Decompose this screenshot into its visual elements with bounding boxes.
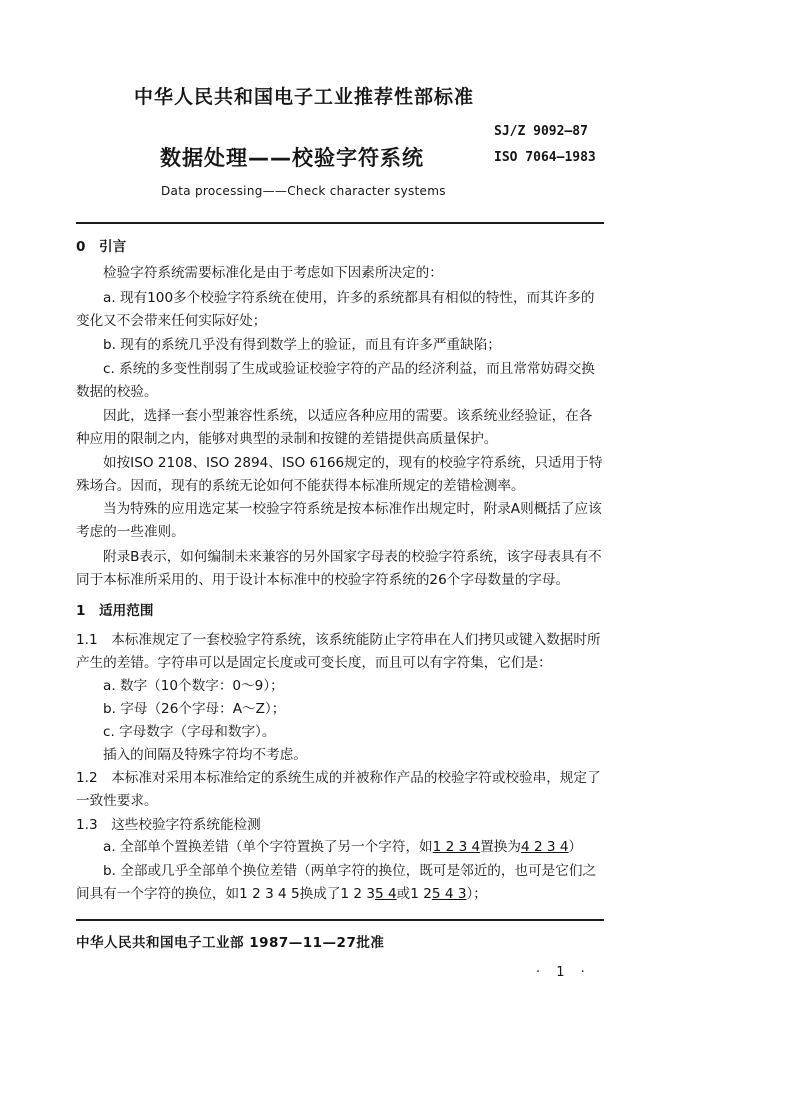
intro-paragraph-2: 因此，选择一套小型兼容性系统，以适应各种应用的需要。该系统业经验证，在各种应用的限制之内，能够对典型的录制和按键的差错提供高质量保护。 — [76, 408, 593, 447]
error-type-a-mid: 置换为 — [480, 839, 521, 855]
standard-number-iso: ISO 7064—1983 — [494, 150, 596, 165]
intro-item-c: c. 系统的多变性削弱了生成或验证校验字符的产品的经济利益，而且常常妨碍交换数据的校验。 — [76, 361, 595, 400]
charset-item-b: b. 字母（26个字母：A～Z）； — [103, 701, 286, 717]
error-type-b-end: ）； — [466, 885, 487, 902]
header-divider — [76, 222, 604, 224]
example-jump-swap: 5 4 3 — [431, 885, 467, 902]
charset-item-a: a. 数字（10个数字：0～9）； — [103, 678, 284, 694]
error-type-a-text: a. 全部单个置换差错（单个字符置换了另一个字符，如 — [103, 839, 433, 855]
intro-item-a: a. 现有100多个校验字符系统在使用，许多的系统都具有相似的特性，而其许多的变化又不会带来任何实际好处； — [76, 290, 595, 329]
example-substituted: 4 2 3 4 — [520, 839, 569, 855]
intro-paragraph-4: 当为特殊的应用选定某一校验字符系统是按本标准作出规定时，附录A则概括了应该考虑的一些准则。 — [76, 501, 602, 540]
issuing-org-title: 中华人民共和国电子工业推荐性部标准 — [134, 86, 475, 108]
approval-line: 中华人民共和国电子工业部 1987—11—27批准 — [76, 935, 385, 951]
clause-1-1: 1.1 本标准规定了一套校验字符系统，该系统能防止字符串在人们拷贝或键入数据时所产生的差错。字符串可以是固定长度或可变长度，而且可以有字符集，它们是： — [76, 632, 601, 671]
error-type-b-text: b. 全部或几乎全部单个换位差错（两单字符的换位，既可是邻近的，也可是它们之间具有一个字符的换位，如1 2 3 4 5换成了1 2 3 — [76, 863, 597, 902]
intro-paragraph-1: 检验字符系统需要标准化是由于考虑如下因素所决定的： — [103, 265, 443, 281]
section-1-heading: 1 适用范围 — [76, 603, 154, 619]
intro-paragraph-5: 附录B表示，如何编制未来兼容的另外国家字母表的校验字符系统，该字母表具有不同于本标准所采用的、用于设计本标准中的校验字符系统的26个字母数量的字母。 — [76, 549, 602, 588]
charset-item-c: c. 字母数字（字母和数字）。 — [103, 724, 276, 740]
error-type-b-mid: 或1 2 — [396, 885, 432, 902]
intro-item-b: b. 现有的系统几乎没有得到数学上的验证，而且有许多严重缺陷； — [103, 337, 501, 353]
page-number: · 1 · — [536, 965, 591, 980]
example-original: 1 2 3 4 — [432, 839, 481, 855]
error-type-b — [76, 860, 604, 905]
section-0-heading: 0 引言 — [76, 239, 127, 255]
clause-1-3: 1.3 这些校验字符系统能检测 — [76, 817, 261, 833]
example-adjacent-swap: 5 4 — [375, 885, 397, 902]
clause-1-2: 1.2 本标准对采用本标准给定的系统生成的并被称作产品的校验字符或校验串，规定了一致性要求。 — [76, 770, 601, 809]
error-type-a — [103, 836, 604, 859]
standard-number-sj: SJ/Z 9092—87 — [494, 124, 588, 139]
footer-divider — [76, 919, 604, 921]
intro-paragraph-3: 如按ISO 2108、ISO 2894、ISO 6166规定的，现有的校验字符系统，只适用于特殊场合。因而，现有的系统无论如何不能获得本标准所规定的差错检测率。 — [76, 455, 603, 494]
charset-note: 插入的间隔及特殊字符均不考虑。 — [103, 747, 307, 763]
english-title: Data processing——Check character systems — [161, 184, 446, 198]
error-type-a-end: ） — [568, 839, 583, 855]
document-title: 数据处理——校验字符系统 — [160, 146, 424, 170]
